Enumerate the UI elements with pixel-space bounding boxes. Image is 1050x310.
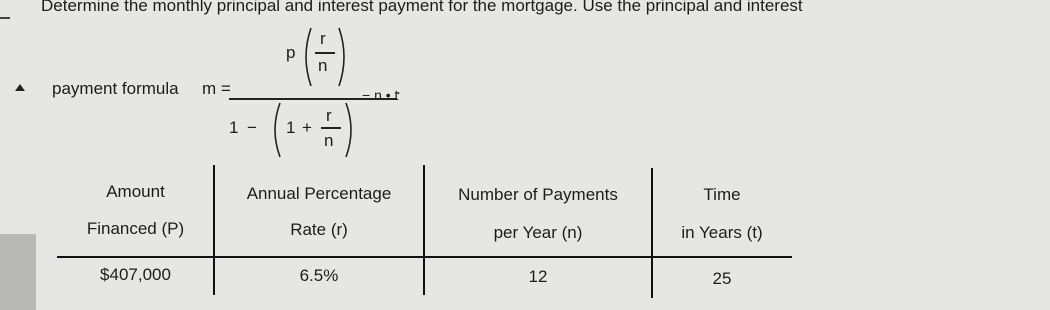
dash-mark	[0, 17, 10, 19]
header-payments-line1: Number of Payments	[458, 185, 618, 204]
denominator-minus: −	[247, 118, 257, 137]
header-time-line2: in Years (t)	[681, 223, 763, 242]
formula-period: .	[396, 79, 401, 98]
header-payments-line2: per Year (n)	[493, 223, 583, 242]
denominator-plus: +	[302, 118, 312, 137]
header-amount-line2: Financed (P)	[86, 219, 185, 238]
denominator-inner-one: 1	[286, 118, 296, 137]
header-rate-line2: Rate (r)	[290, 220, 348, 239]
header-rate-line1: Annual Percentage	[246, 184, 392, 203]
formula-lhs: m =	[202, 79, 231, 98]
numerator-r: r	[320, 29, 326, 48]
denominator-n: n	[324, 131, 334, 150]
cell-payments: 12	[528, 267, 548, 286]
up-arrow-icon[interactable]	[15, 84, 25, 91]
numerator-n: n	[318, 56, 328, 75]
header-time-line1: Time	[703, 185, 741, 204]
denominator-inner-bar	[321, 127, 341, 129]
numerator-p: p	[286, 43, 296, 62]
header-amount-line1: Amount	[106, 182, 165, 201]
cell-rate: 6.5%	[299, 266, 339, 285]
cell-time: 25	[712, 269, 732, 288]
scrollbar-track[interactable]	[0, 234, 36, 310]
numerator-inner-bar	[315, 52, 335, 54]
table-header-rule	[57, 256, 792, 258]
denominator-r: r	[326, 106, 332, 125]
instruction-text: Determine the monthly principal and interest payment for the mortgage. Use the principal and interest	[41, 0, 803, 15]
formula-label: payment formula	[52, 79, 179, 98]
denominator-one: 1	[229, 118, 239, 137]
cell-amount: $407,000	[100, 265, 171, 284]
exponent: − n • t	[362, 87, 399, 103]
denominator-parentheses	[268, 100, 358, 160]
